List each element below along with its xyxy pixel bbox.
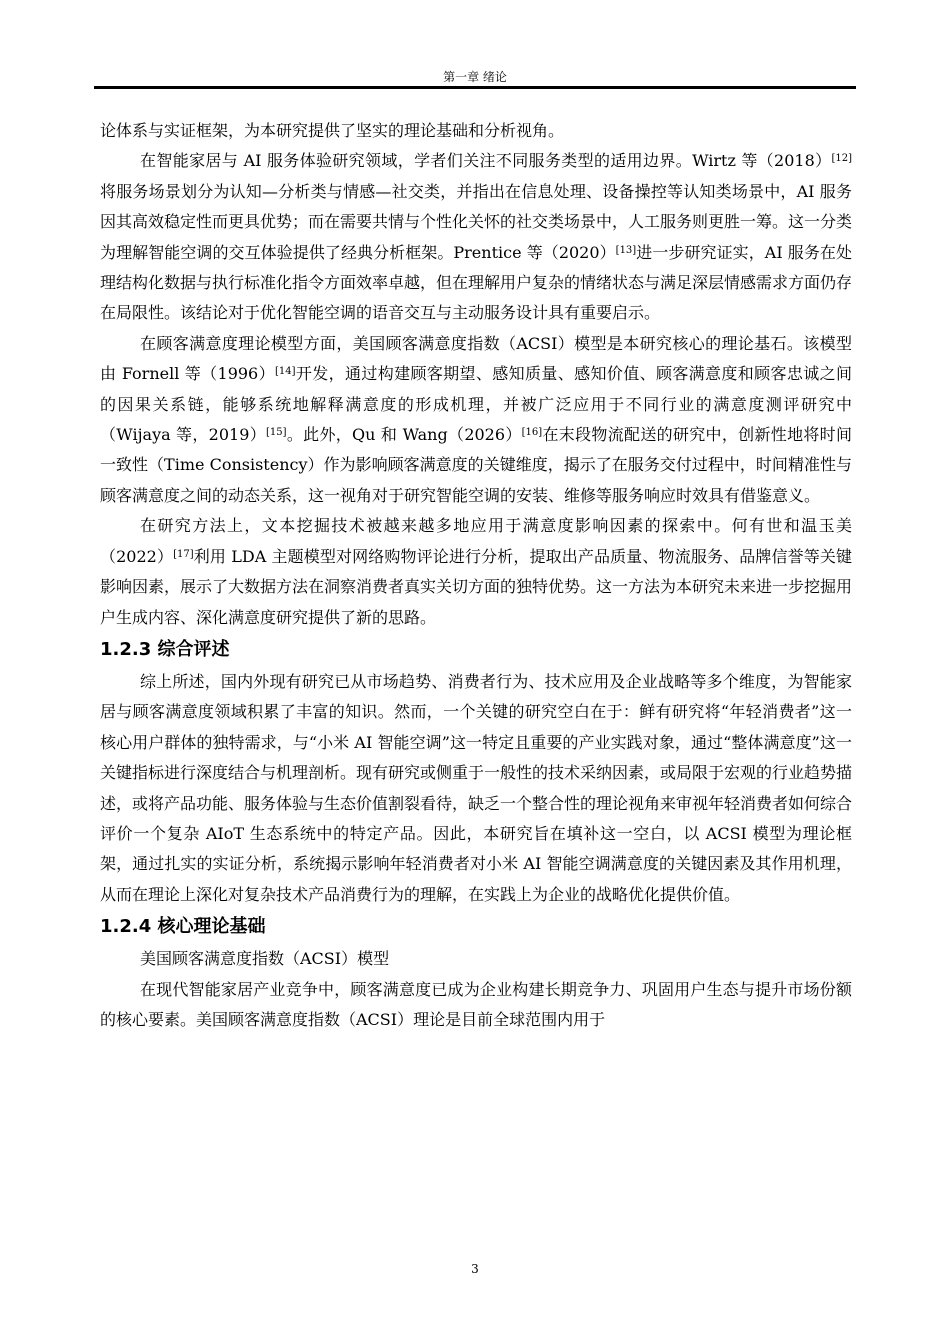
paragraph-text: 在智能家居与 AI 服务体验研究领域，学者们关注不同服务类型的适用边界。Wirtz 等（2018） (140, 151, 832, 171)
paragraph-acsi-model (100, 329, 852, 511)
paragraph-text: 进一步研究证实，AI 服务在处理结构化数据与执行标准化指令方面效率卓越，但在理解用户复杂的情绪状态与满足深层情感需求方面仍存在局限性。该结论对于优化智能空调的语音交互与主动服务设计具有重要启示。 (100, 242, 853, 323)
citation-ref: [15] (266, 427, 287, 439)
paragraph-text: 开发，通过构建顾客期望、感知质量、感知价值、顾客满意度和顾客忠诚之间的因果关系链，能够系统地解释满意度的形成机理，并被广泛应用于不同行业的满意度测评研究中（Wijaya 等，2019） (100, 364, 852, 445)
paragraph-continuation: 论体系与实证框架，为本研究提供了坚实的理论基础和分析视角。 (100, 121, 565, 140)
citation-ref: [12] (831, 153, 852, 165)
page-body (100, 116, 852, 1035)
paragraph-text: 。此外，Qu 和 Wang（2026） (286, 425, 522, 445)
paragraph-text: 在顾客满意度理论模型方面，美国顾客满意度指数（ACSI）模型是本研究核心的理论基石。该模型由 Fornell 等（1996） (100, 333, 852, 384)
section-heading-review: 1.2.3 综合评述 (100, 638, 230, 660)
paragraph-text: 将服务场景划分为认知—分析类与情感—社交类，并指出在信息处理、设备操控等认知类场景中，AI 服务因其高效稳定性而更具优势；而在需要共情与个性化关怀的社交类场景中，人工服务则更胜一筹。这一分类为理解智能空调的交互体验提供了经典分析框架。Prentice 等（2020） (100, 181, 853, 262)
paragraph-ai-service (100, 146, 852, 328)
section-heading-theory: 1.2.4 核心理论基础 (100, 916, 266, 938)
citation-ref: [14] (274, 366, 296, 378)
subheading-acsi: 美国顾客满意度指数（ACSI）模型 (140, 949, 390, 969)
citation-ref: [13] (615, 244, 637, 256)
paragraph-summary: 综上所述，国内外现有研究已从市场趋势、消费者行为、技术应用及企业战略等多个维度，为智能家居与顾客满意度领域积累了丰富的知识。然而，一个关键的研究空白在于：鲜有研究将“年轻消费者”这一核心用户群体的独特需求，与“小米 AI 智能空调”这一特定且重要的产业实践对象，通过“整体满意度”这一关键指标进行深度结合与机理剖析。现有研究或侧重于一般性的技术采纳因素，或局限于宏观的行业趋势描述，或将产品功能、服务体验与生态价值割裂看待，缺乏一个整合性的理论视角来审视年轻消费者如何综合评价一个复杂 AIoT 生态系统中的特定产品。因此，本研究旨在填补这一空白，以 ACSI 模型为理论框架，通过扎实的实证分析，系统揭示影响年轻消费者对小米 AI 智能空调满意度的关键因素及其作用机理，从而在理论上深化对复杂技术产品消费行为的理解，在实践上为企业的战略优化提供价值。 (100, 671, 853, 904)
paragraph-text: 利用 LDA 主题模型对网络购物评论进行分析，提取出产品质量、物流服务、品牌信誉等关键影响因素，展示了大数据方法在洞察消费者真实关切方面的独特优势。这一方法为本研究未来进一步挖掘用户生成内容、深化满意度研究提供了新的思路。 (100, 546, 853, 627)
paragraph-research-methods (100, 511, 852, 633)
paragraph-text: 在末段物流配送的研究中，创新性地将时间一致性（Time Consistency）作为影响顾客满意度的关键维度，揭示了在服务交付过程中，时间精准性与顾客满意度之间的动态关系，这一视角对于研究智能空调的安装、维修等服务响应时效具有借鉴意义。 (100, 425, 852, 505)
citation-ref: [17] (173, 548, 194, 560)
paragraph-text: 在研究方法上，文本挖掘技术被越来越多地应用于满意度影响因素的探索中。何有世和温玉美（2022） (100, 516, 852, 566)
page-number: 3 (471, 1262, 479, 1276)
paragraph-acsi-intro: 在现代智能家居产业竞争中，顾客满意度已成为企业构建长期竞争力、巩固用户生态与提升市场份额的核心要素。美国顾客满意度指数（ACSI）理论是目前全球范围内用于 (100, 979, 852, 1029)
header-rule (94, 86, 856, 89)
running-header: 第一章 绪论 (443, 70, 507, 84)
citation-ref: [16] (521, 427, 543, 439)
